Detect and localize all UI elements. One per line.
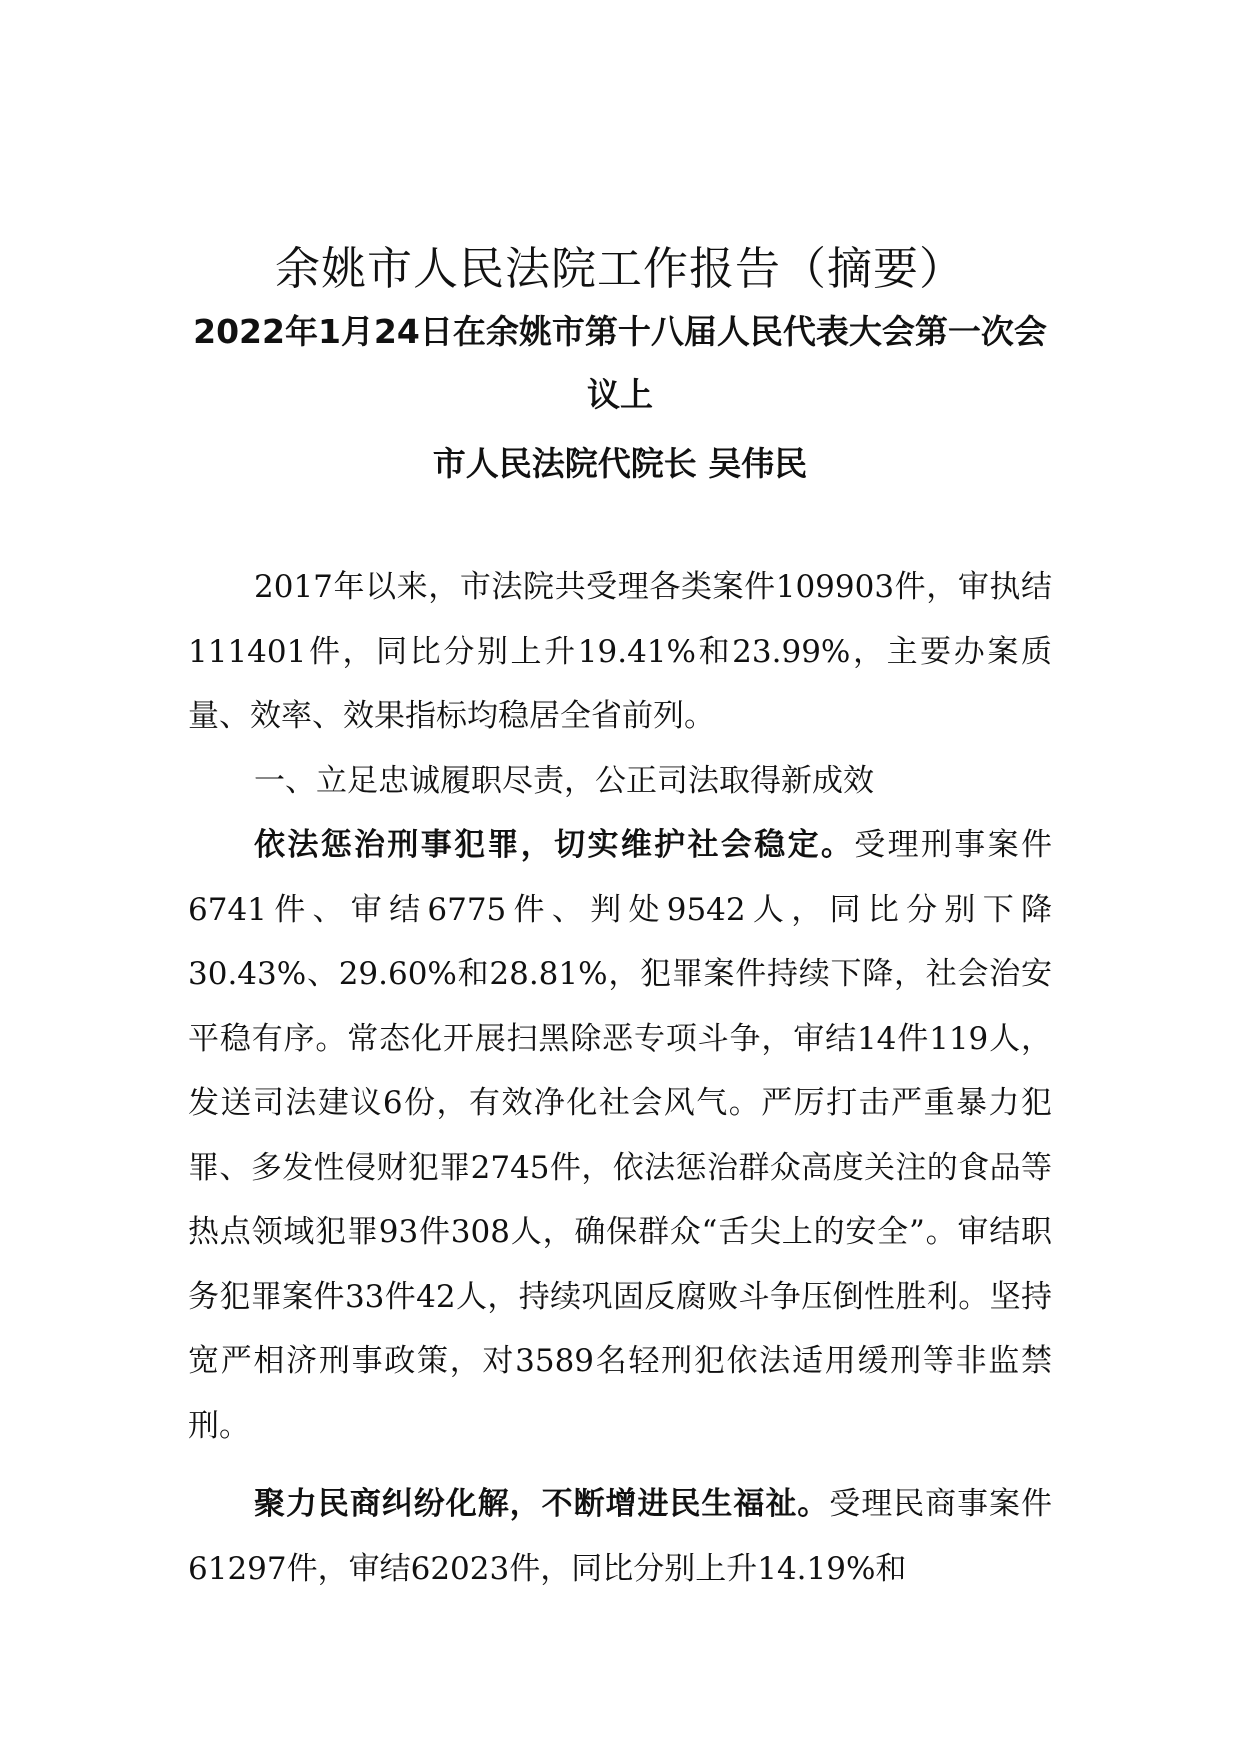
section-heading: 一、立足忠诚履职尽责，公正司法取得新成效 [254,762,874,799]
civil-paragraph [188,1472,1052,1601]
civil-paragraph-text: 受理民商事案件61297件，审结62023件，同比分别上升14.19%和 [188,1486,1052,1587]
document-author: 市人民法院代院长 吴伟民 [432,444,808,483]
criminal-paragraph [188,813,1052,1458]
civil-paragraph-lead: 聚力民商纠纷化解，不断增进民生福祉。 [254,1486,830,1522]
document-title: 余姚市人民法院工作报告（摘要） [274,242,965,295]
criminal-paragraph-text: 受理刑事案件6741件、审结6775件、判处9542人，同比分别下降30.43%、29.60%和28.81%，犯罪案件持续下降，社会治安平稳有序。常态化开展扫黑除恶专项斗争，审结14件119人，发送司法建议6份，有效净化社会风气。严厉打击严重暴力犯罪、多发性侵财犯罪2745件，依法惩治群众高度关注的食品等热点领域犯罪93件308人，确保群众“舌尖上的安全”。审结职务犯罪案件33件42人，持续巩固反腐败斗争压倒性胜利。坚持宽严相济刑事政策，对3589名轻刑犯依法适用缓刑等非监禁刑。 [188,827,1053,1444]
criminal-paragraph-lead: 依法惩治刑事犯罪，切实维护社会稳定。 [254,827,855,863]
document-body [188,555,1052,1601]
document-subtitle: 2022年1月24日在余姚市第十八届人民代表大会第一次会议上 [193,312,1047,414]
intro-paragraph: 2017年以来，市法院共受理各类案件109903件，审执结111401件，同比分别上升19.41%和23.99%，主要办案质量、效率、效果指标均稳居全省前列。 [188,569,1052,734]
